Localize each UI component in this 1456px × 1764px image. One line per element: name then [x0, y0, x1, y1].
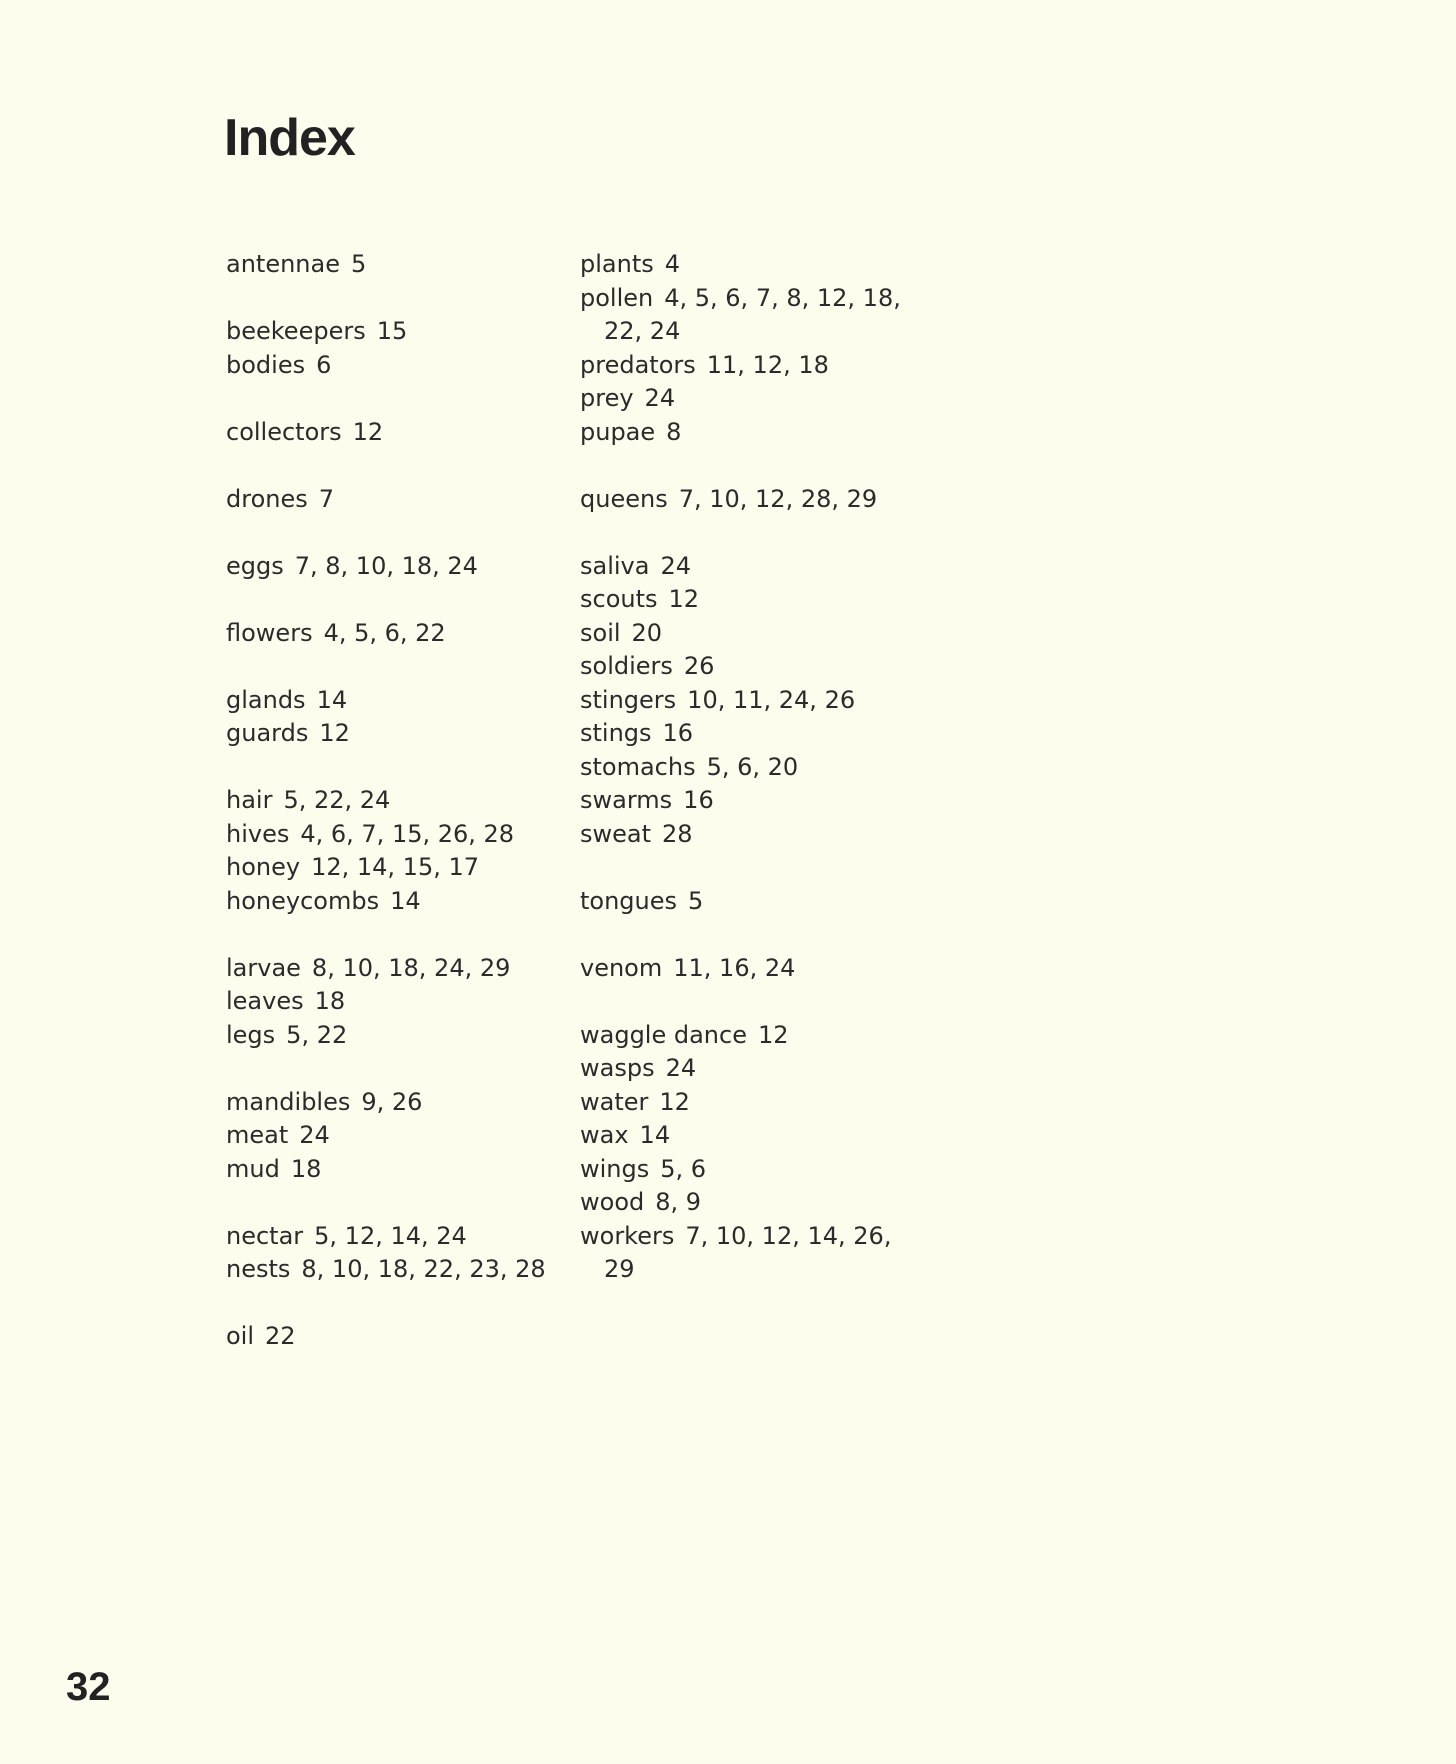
index-term: wings: [580, 1154, 650, 1183]
index-term: queens: [580, 484, 668, 513]
index-term: water: [580, 1087, 649, 1116]
index-entry: [580, 1153, 901, 1187]
index-group-gap: [226, 583, 546, 617]
index-term: scouts: [580, 585, 658, 613]
index-pages: 4, 5, 6, 7, 8, 12, 18,: [664, 283, 901, 312]
page-title: Index: [224, 109, 355, 167]
index-pages: 12: [319, 719, 350, 747]
index-pages: 24: [299, 1121, 330, 1149]
index-term: waggle dance: [580, 1020, 747, 1049]
index-entry: [580, 885, 901, 919]
index-entry: [226, 617, 546, 651]
index-group-gap: [226, 918, 546, 952]
index-group-gap: [580, 918, 901, 952]
index-term: wasps: [580, 1054, 655, 1082]
index-term: beekeepers: [226, 317, 366, 345]
index-entry: [580, 717, 901, 751]
index-term: drones: [226, 484, 308, 513]
page-number: 32: [66, 1665, 111, 1709]
index-group-gap: [580, 985, 901, 1019]
index-entry: [580, 617, 901, 651]
index-entry: [580, 1220, 901, 1254]
index-pages: 7: [318, 484, 335, 513]
index-entry: [226, 717, 546, 751]
index-pages: 24: [665, 1054, 697, 1082]
index-pages: 9, 26: [361, 1087, 423, 1116]
index-entry: [580, 784, 901, 818]
index-entry: [580, 1119, 901, 1153]
index-entry: [226, 349, 546, 383]
index-group-gap: [226, 1287, 546, 1321]
index-entry: [580, 1086, 901, 1120]
index-pages: 15: [376, 317, 408, 345]
index-term: soil: [580, 618, 621, 647]
index-pages: 6: [316, 350, 332, 379]
index-term: honey: [226, 853, 301, 881]
index-term: hair: [226, 786, 273, 814]
index-pages: 14: [316, 685, 348, 714]
index-pages: 4, 6, 7, 15, 26, 28: [300, 819, 515, 848]
index-entry: [580, 751, 901, 785]
index-group-gap: [226, 1052, 546, 1086]
index-entry: [226, 784, 546, 818]
index-term: hives: [226, 819, 290, 848]
index-pages: 14: [639, 1121, 671, 1149]
index-term: sweat: [580, 819, 652, 848]
index-entry: [226, 1119, 546, 1153]
index-pages: 10, 11, 24, 26: [687, 685, 856, 714]
index-entry: [580, 583, 901, 617]
index-pages: 5: [688, 886, 704, 915]
index-pages: 18: [314, 987, 346, 1015]
index-term: eggs: [226, 551, 284, 580]
index-term: pollen: [580, 283, 654, 312]
index-group-gap: [580, 516, 901, 550]
index-entry: [580, 1186, 901, 1220]
index-pages: 12: [352, 417, 384, 446]
index-term: antennae: [226, 250, 340, 278]
index-group-gap: [226, 751, 546, 785]
index-term: meat: [226, 1121, 289, 1149]
index-pages: 8, 9: [655, 1188, 702, 1216]
index-term: wood: [580, 1188, 645, 1216]
index-pages: 16: [683, 786, 714, 814]
index-term: nests: [226, 1255, 291, 1283]
index-pages: 12: [668, 585, 700, 613]
index-group-gap: [226, 1186, 546, 1220]
index-entry: [226, 1253, 546, 1287]
index-entry: [226, 1320, 546, 1354]
index-pages: 18: [290, 1154, 322, 1183]
index-group-gap: [226, 516, 546, 550]
index-pages: 8, 10, 18, 24, 29: [311, 953, 511, 982]
index-pages: 12, 14, 15, 17: [311, 853, 480, 881]
index-term: wax: [580, 1121, 629, 1149]
index-term: guards: [226, 719, 309, 747]
index-pages: 5, 6: [660, 1154, 707, 1183]
index-term: nectar: [226, 1221, 304, 1250]
index-entry: [226, 985, 546, 1019]
index-pages: 26: [683, 652, 715, 680]
index-pages: 8, 10, 18, 22, 23, 28: [301, 1255, 546, 1283]
index-pages: 22: [265, 1322, 296, 1350]
index-term: oil: [226, 1322, 255, 1350]
index-entry: [580, 483, 901, 517]
index-entry: [580, 416, 901, 450]
index-pages: 5, 6, 20: [706, 752, 799, 781]
index-pages: 7, 8, 10, 18, 24: [294, 551, 478, 580]
index-pages: 11, 16, 24: [673, 953, 796, 982]
index-pages: 8: [666, 417, 682, 446]
index-column-right: [580, 248, 901, 1287]
index-entry: [226, 818, 546, 852]
index-term: mandibles: [226, 1087, 351, 1116]
index-term: prey: [580, 384, 634, 412]
index-pages: 12: [659, 1087, 690, 1116]
index-term: pupae: [580, 417, 656, 446]
index-entry: [226, 952, 546, 986]
index-entry: [580, 382, 901, 416]
index-term: soldiers: [580, 652, 673, 680]
index-group-gap: [580, 449, 901, 483]
index-group-gap: [226, 449, 546, 483]
index-entry: [226, 1086, 546, 1120]
index-term: glands: [226, 685, 306, 714]
index-pages: 14: [390, 886, 421, 915]
index-pages-continuation: 29: [604, 1255, 635, 1283]
index-term: collectors: [226, 417, 342, 446]
index-entry: [580, 1052, 901, 1086]
index-pages: 24: [660, 551, 692, 580]
index-pages: 28: [662, 819, 693, 848]
index-entry: [226, 550, 546, 584]
index-entry: [226, 248, 546, 282]
index-term: plants: [580, 250, 654, 278]
index-entry: [580, 550, 901, 584]
index-pages: 7, 10, 12, 14, 26,: [685, 1221, 892, 1250]
index-entry: [580, 684, 901, 718]
index-group-gap: [580, 851, 901, 885]
index-term: leaves: [226, 987, 304, 1015]
index-group-gap: [226, 282, 546, 316]
index-pages: 7, 10, 12, 28, 29: [678, 484, 878, 513]
index-pages: 5, 22, 24: [283, 786, 391, 814]
index-group-gap: [226, 650, 546, 684]
index-term: flowers: [226, 618, 313, 647]
index-pages: 16: [662, 719, 694, 747]
index-column-left: [226, 248, 546, 1354]
index-pages: 20: [631, 618, 663, 647]
index-term: mud: [226, 1154, 280, 1183]
index-term: honeycombs: [226, 886, 380, 915]
index-entry: [226, 1220, 546, 1254]
index-term: swarms: [580, 786, 673, 814]
index-pages: 5: [351, 250, 367, 278]
index-term: tongues: [580, 886, 678, 915]
index-term: workers: [580, 1221, 675, 1250]
index-pages: 24: [644, 384, 676, 412]
index-term: stomachs: [580, 752, 696, 781]
index-pages: 5, 22: [286, 1020, 348, 1049]
index-entry: [580, 650, 901, 684]
index-pages: 12: [757, 1020, 789, 1049]
index-pages: 11, 12, 18: [706, 350, 829, 379]
index-pages-continuation: 22, 24: [604, 317, 681, 345]
index-entry: [580, 818, 901, 852]
index-entry: [580, 282, 901, 316]
index-entry: [226, 1019, 546, 1053]
index-entry: [226, 851, 546, 885]
index-entry: [226, 416, 546, 450]
index-term: predators: [580, 350, 696, 379]
index-pages: 5, 12, 14, 24: [314, 1221, 467, 1250]
index-term: venom: [580, 953, 663, 982]
index-entry: [226, 885, 546, 919]
index-entry: [580, 952, 901, 986]
index-term: saliva: [580, 551, 650, 580]
index-entry: [226, 483, 546, 517]
index-entry: [226, 1153, 546, 1187]
index-entry: [580, 349, 901, 383]
index-pages: 4: [664, 250, 681, 278]
index-term: bodies: [226, 350, 306, 379]
index-term: stingers: [580, 685, 677, 714]
index-term: legs: [226, 1020, 276, 1049]
index-term: stings: [580, 719, 652, 747]
index-term: larvae: [226, 953, 301, 982]
index-entry: [226, 684, 546, 718]
index-entry: [226, 315, 546, 349]
index-group-gap: [226, 382, 546, 416]
index-entry: [580, 1019, 901, 1053]
index-pages: 4, 5, 6, 22: [323, 618, 446, 647]
index-entry: [580, 248, 901, 282]
